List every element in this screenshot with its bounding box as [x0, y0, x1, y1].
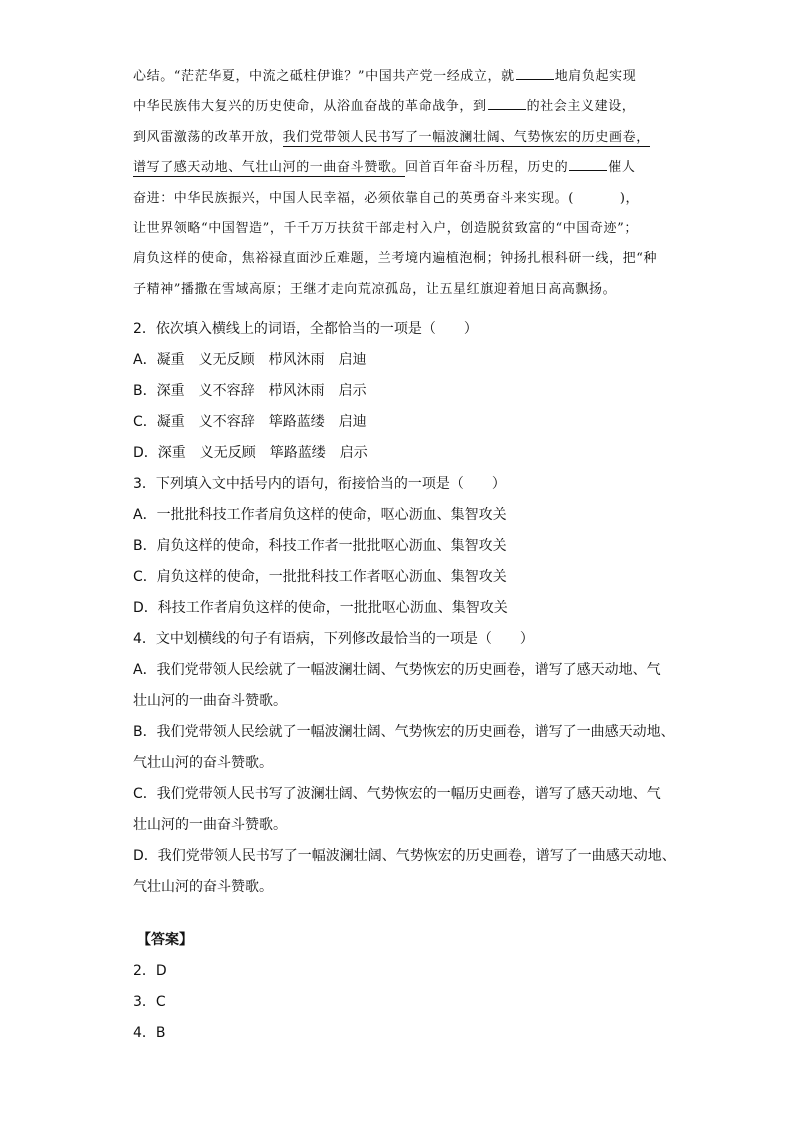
question-4-option-b-cont: 气壮山河的奋斗赞歌。: [133, 755, 273, 771]
passage-text: 回首百年奋斗历程，历史的: [405, 160, 569, 176]
passage-line: [133, 92, 693, 122]
question-4-option-a: A．我们党带领人民绘就了一幅波澜壮阔、气势恢宏的历史画卷，谱写了感天动地、气: [133, 662, 661, 678]
answer-item: 4．B: [133, 1025, 166, 1041]
passage-line: [133, 62, 693, 92]
question-4-option-c: C．我们党带领人民书写了波澜壮阔、气势恢宏的一幅历史画卷，谱写了感天动地、气: [133, 786, 661, 802]
answer-item: 2．D: [133, 963, 167, 979]
question-4-option-d: D．我们党带领人民书写了一幅波澜壮阔、气势恢宏的历史画卷，谱写了一曲感天动地、: [133, 848, 676, 864]
fill-blank: [516, 66, 554, 80]
answer-section: [133, 925, 693, 1049]
passage-text: 地肩负起实现: [554, 69, 637, 84]
question-2-option-a: A．凝重 义无反顾 栉风沐雨 启迪: [133, 352, 367, 368]
underlined-sentence: 谱写了感天动地、气壮山河的一曲奋斗赞歌。: [133, 160, 406, 176]
passage-text: 催人: [608, 160, 636, 176]
reading-passage: [133, 62, 693, 305]
fill-blank: [569, 157, 607, 171]
passage-line: [133, 123, 693, 153]
answer-title: 【答案】: [137, 932, 193, 948]
passage-line: 肩负这样的使命，焦裕禄直面沙丘难题，兰考境内遍植泡桐；钟扬扎根科研一线，把“种: [133, 251, 658, 267]
answer-item: 3．C: [133, 994, 166, 1010]
question-2-option-b: B．深重 义不容辞 栉风沐雨 启示: [133, 383, 367, 399]
question-3-stem: 3．下列填入文中括号内的语句，衔接恰当的一项是（ ）: [133, 476, 506, 492]
passage-line: [133, 153, 693, 183]
question-4-option-c-cont: 壮山河的一曲奋斗赞歌。: [133, 817, 287, 833]
question-4-stem: 4．文中划横线的句子有语病，下列修改最恰当的一项是（ ）: [133, 631, 534, 647]
question-2-option-c: C．凝重 义不容辞 筚路蓝缕 启迪: [133, 414, 367, 430]
question-3-option-b: B．肩负这样的使命，科技工作者一批批呕心沥血、集智攻关: [133, 538, 507, 554]
question-2-stem: 2．依次填入横线上的词语，全都恰当的一项是（ ）: [133, 321, 478, 337]
passage-line: [133, 184, 693, 214]
passage-text: 心结。“茫茫华夏，中流之砥柱伊谁？”中国共产党一经成立，就: [133, 69, 515, 84]
question-4-option-a-cont: 壮山河的一曲奋斗赞歌。: [133, 693, 287, 709]
passage-text: 中华民族伟大复兴的历史使命，从浴血奋战的革命战争，到: [133, 99, 487, 115]
passage-line: 子精神”播撒在雪域高原；王继才走向荒凉孤岛，让五星红旗迎着旭日高高飘扬。: [133, 281, 617, 297]
passage-line: 让世界领略“中国智造”，千千万万扶贫干部走村入户，创造脱贫致富的“中国奇迹”；: [133, 220, 638, 236]
fill-blank: [488, 96, 526, 110]
question-3-option-c: C．肩负这样的使命，一批批科技工作者呕心沥血、集智攻关: [133, 569, 507, 585]
passage-text: 的社会主义建设，: [526, 99, 636, 115]
question-2-option-d: D．深重 义无反顾 筚路蓝缕 启示: [133, 445, 368, 461]
passage-text: )，: [619, 190, 640, 206]
passage-text: 奋进：中华民族振兴，中国人民幸福，必须依靠自己的英勇奋斗来实现。(: [133, 190, 574, 206]
question-4-option-d-cont: 气壮山河的奋斗赞歌。: [133, 879, 273, 895]
questions-section: [133, 314, 693, 903]
underlined-sentence: 我们党带领人民书写了一幅波澜壮阔、气势恢宏的历史画卷，: [282, 129, 650, 145]
question-4-option-b: B．我们党带领人民绘就了一幅波澜壮阔、气势恢宏的历史画卷，谱写了一曲感天动地、: [133, 724, 675, 740]
question-3-option-d: D．科技工作者肩负这样的使命，一批批呕心沥血、集智攻关: [133, 600, 508, 616]
passage-text: 到风雷激荡的改革开放，: [133, 129, 283, 145]
question-3-option-a: A．一批批科技工作者肩负这样的使命，呕心沥血、集智攻关: [133, 507, 507, 523]
